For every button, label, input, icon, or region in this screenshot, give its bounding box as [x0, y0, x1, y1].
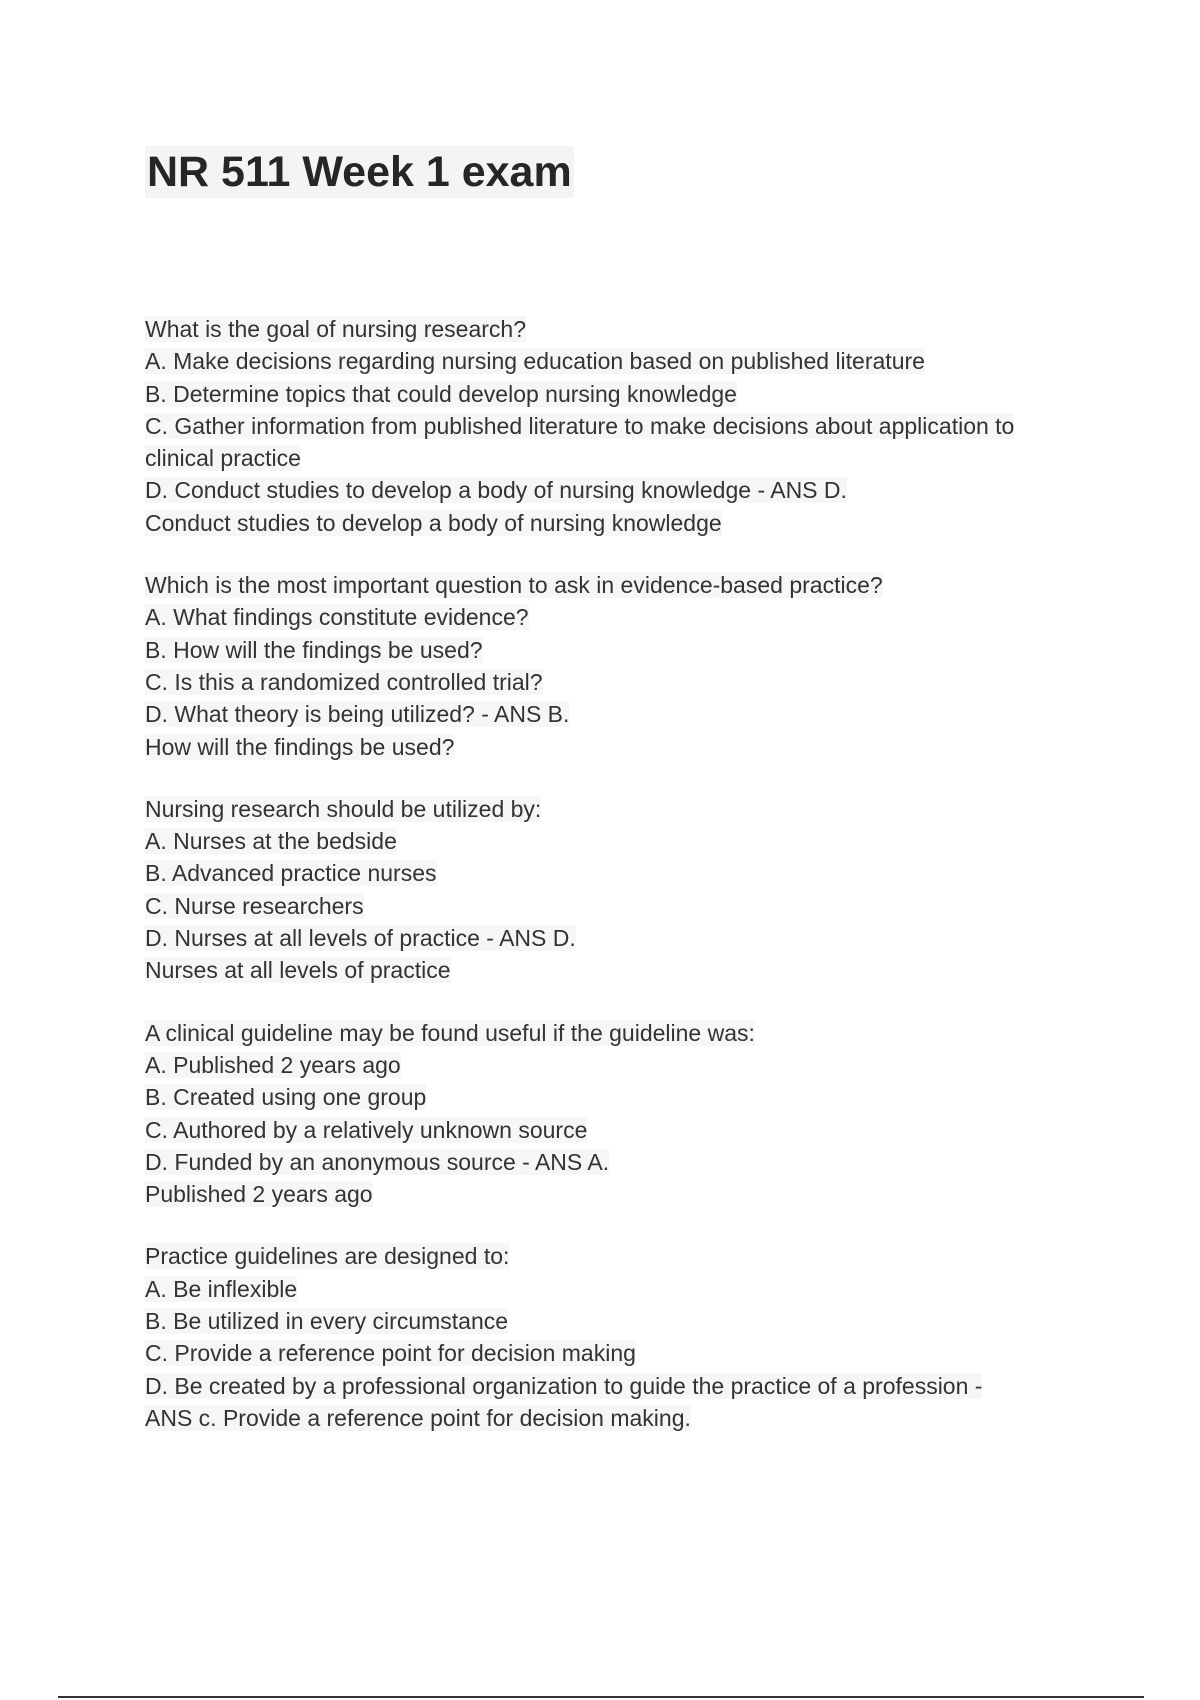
question-block-5 — [145, 1240, 1085, 1434]
option-c: C. Provide a reference point for decision making — [145, 1340, 636, 1367]
question-block-2 — [145, 569, 1085, 763]
document-title: NR 511 Week 1 exam — [147, 148, 572, 196]
answer-text: How will the findings be used? — [145, 733, 455, 760]
option-d: D. Be created by a professional organization to guide the practice of a profession - — [145, 1372, 983, 1399]
option-b: B. Advanced practice nurses — [145, 860, 437, 887]
question-text: Practice guidelines are designed to: — [145, 1243, 510, 1270]
option-a: A. Be inflexible — [145, 1275, 298, 1302]
option-d-with-answer: D. Nurses at all levels of practice - ANS D. — [145, 925, 576, 952]
option-a: A. Make decisions regarding nursing education based on published literature — [145, 348, 925, 375]
option-c: C. Nurse researchers — [145, 892, 364, 919]
question-text: Nursing research should be utilized by: — [145, 795, 542, 822]
answer-text: Published 2 years ago — [145, 1181, 373, 1208]
option-a: A. Published 2 years ago — [145, 1051, 401, 1078]
option-d-with-answer: D. Funded by an anonymous source - ANS A. — [145, 1148, 610, 1175]
option-c: C. Authored by a relatively unknown source — [145, 1116, 588, 1143]
option-a: A. What findings constitute evidence? — [145, 604, 529, 631]
option-b: B. How will the findings be used? — [145, 636, 483, 663]
answer-text: ANS c. Provide a reference point for decision making. — [145, 1404, 691, 1431]
question-block-1 — [145, 313, 1085, 539]
option-b: B. Be utilized in every circumstance — [145, 1308, 509, 1335]
question-list — [145, 313, 1085, 1464]
option-c-continued: clinical practice — [145, 445, 301, 472]
question-text: What is the goal of nursing research? — [145, 316, 526, 342]
answer-text: Nurses at all levels of practice — [145, 957, 451, 984]
option-a: A. Nurses at the bedside — [145, 828, 397, 855]
option-b: B. Determine topics that could develop nursing knowledge — [145, 380, 737, 407]
option-c: C. Gather information from published literature to make decisions about application to — [145, 412, 1015, 439]
answer-text: Conduct studies to develop a body of nursing knowledge — [145, 509, 722, 536]
question-block-4 — [145, 1017, 1085, 1211]
question-block-3 — [145, 793, 1085, 987]
option-b: B. Created using one group — [145, 1084, 427, 1111]
question-text: Which is the most important question to ask in evidence-based practice? — [145, 572, 883, 599]
option-c: C. Is this a randomized controlled trial? — [145, 668, 543, 695]
footer-divider — [58, 1696, 1144, 1698]
option-d-with-answer: D. Conduct studies to develop a body of nursing knowledge - ANS D. — [145, 477, 847, 504]
question-text: A clinical guideline may be found useful if the guideline was: — [145, 1019, 755, 1046]
option-d-with-answer: D. What theory is being utilized? - ANS B. — [145, 701, 570, 728]
